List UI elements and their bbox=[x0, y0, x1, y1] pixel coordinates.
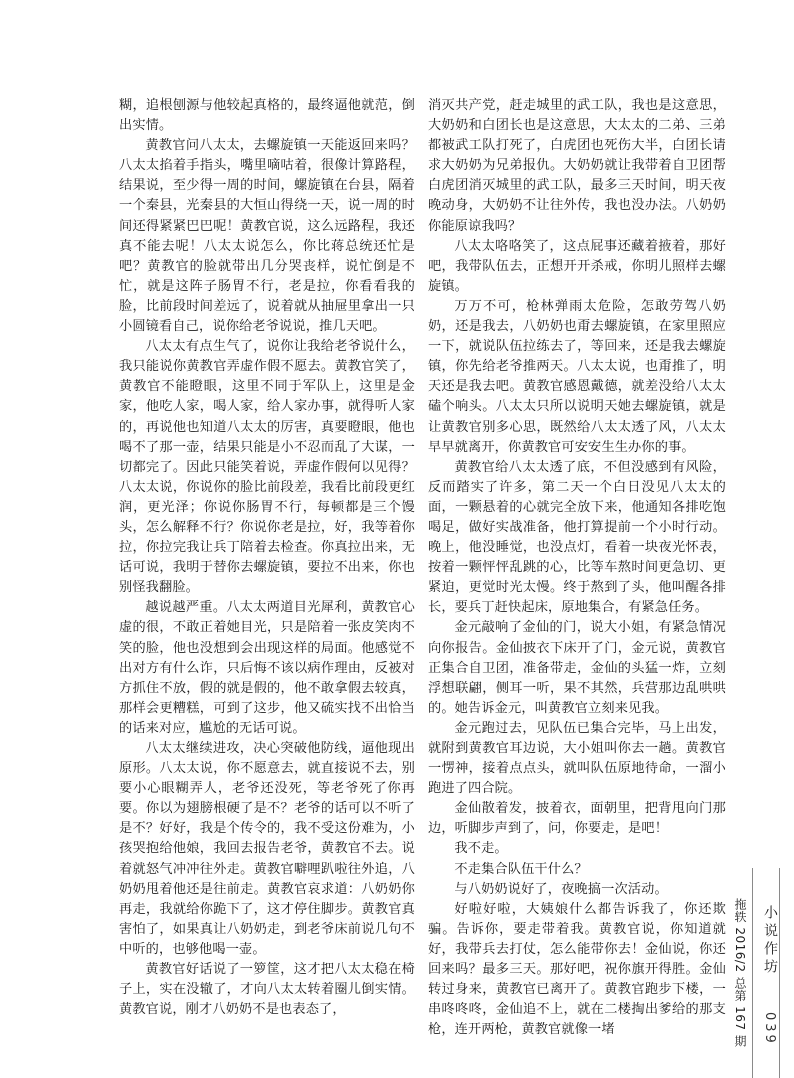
right-text-column bbox=[428, 96, 726, 1040]
paragraph: 万万不可，枪林弹雨太危险，怎敢劳驾八奶奶，还是我去，八奶奶也甭去螺旋镇，在家里照应一下，就说队伍拉练去了，等回来，还是我去螺旋镇，你先给老爷推两天。八太太说，也甭推了，明天还是我去吧。黄教官感恩戴德，就差没给八太太磕个响头。八太太只所以说明天她去螺旋镇，就是让黄教官别多心思，既然给八太太透了风，八太太早早就离开，你黄教官可安安生生办你的事。 bbox=[428, 298, 726, 455]
left-text-column bbox=[119, 96, 415, 1020]
paragraph: 八太太咯咯笑了，这点屁事还藏着掖着，那好吧，我带队伍去，正想开开杀戒，你明儿照样去螺旋镇。 bbox=[428, 238, 726, 294]
paragraph: 黄教官问八太太，去螺旋镇一天能返回来吗？八太太掐着手指头，嘴里嘀咕着，很像计算路程，结果说，至少得一周的时间，螺旋镇在台县，隔着一个秦县，光秦县的大恒山得绕一天，说一周的时间还得紧紧巴巴呢！黄教官说，这么远路程，我还真不能去呢！八太太说怎么，你比蒋总统还忙是吧？黄教官的脸就带出几分哭丧样，说忙倒是不忙，就是这阵子肠胃不行，老是拉，你看看我的脸，比前段时间差远了，说着就从抽屉里拿出一只小圆镜看自己，说你给老爷说说，推几天吧。 bbox=[119, 138, 415, 335]
paragraph: 消灭共产党，赶走城里的武工队，我也是这意思，大奶奶和白团长也是这意思，大太太的二弟、三弟都被武工队打死了，白虎团也死伤大半，白团长请求大奶奶为兄弟报仇。大奶奶就让我带着自卫团帮白虎团消灭城里的武工队，最多三天时间，明天夜晚动身，大奶奶不让往外传，我也没办法。八奶奶你能原谅我吗？ bbox=[428, 98, 726, 234]
paragraph: 黄教官给八太太透了底，不但没感到有风险，反而踏实了许多，第二天一个白日没见八太太的面，一颗悬着的心就完全放下来，他通知各排吃饱喝足，做好实战准备，他打算提前一个小时行动。晚上，他没睡觉，也没点灯，看着一块夜光怀表，按着一颗怦怦乱跳的心，比等车熬时间更急切、更紧迫，更觉时光太慢。终于熬到了头，他叫醒各排长，要兵丁赶快起床，原地集合，有紧急任务。 bbox=[428, 459, 726, 616]
paragraph: 糊，追根刨源与他较起真格的，最终逼他就范，倒出实情。 bbox=[119, 98, 415, 134]
journal-issue-info: 拖轶 2016/2 总第 167 期 bbox=[733, 898, 747, 1048]
paragraph: 黄教官好话说了一箩筐，这才把八太太稳在椅子上，实在没辙了，才向八太太转着圈儿倒实情。黄教官说，刚才八奶奶不是也表态了， bbox=[119, 962, 415, 1018]
paragraph: 越说越严重。八太太两道目光犀利，黄教官心虚的很，不敢正着她目光，只是陪着一张皮笑肉不笑的脸，他也没想到会出现这样的局面。他感觉不出对方有什么诈，只后悔不该以病作理由，反被对方抓住不放，假的就是假的，他不敢拿假去较真，那样会更糟糕，可到了这步，他又硫实找不出恰当的话来对应，尴尬的无话可说。 bbox=[119, 600, 415, 736]
paragraph: 八太太继续进攻，决心突破他防线，逼他现出原形。八太太说，你不愿意去，就直接说不去，别要小心眼糊弄人，老爷还没死，等老爷死了你再要。你以为翅膀根硬了是不？老爷的话可以不听了是不？好好，我是个传令的，我不受这份难为，小孩哭抱给他娘，我回去报告老爷，黄教官不去。说着就怒气冲冲往外走。黄教官噼哩趴啦往外追，八奶奶甩着他还是往前走。黄教官哀求道：八奶奶你再走，我就给你跪下了，这才停住脚步。黄教官真害怕了，如果真让八奶奶走，到老爷床前说几句不中听的，也够他喝一壶。 bbox=[119, 741, 415, 957]
column-name: 小说作坊 bbox=[762, 905, 778, 977]
paragraph: 金元跑过去，见队伍已集合完毕，马上出发，就附到黄教官耳边说，大小姐叫你去一趟。黄教官一愣神，接着点点头，就叫队伍原地待命，一溜小跑进了四合院。 bbox=[428, 720, 726, 797]
sidebar-divider-line bbox=[752, 868, 753, 1078]
paragraph: 金仙散着发，披着衣，面朝里，把背甩向门那边，听脚步声到了，问，你要走，是吧！ bbox=[428, 801, 726, 837]
page-number: 039 bbox=[762, 1012, 777, 1046]
paragraph: 不走集合队伍干什么？ bbox=[454, 861, 588, 877]
paragraph: 金元敲响了金仙的门，说大小姐，有紧急情况向你报告。金仙披衣下床开了门，金元说，黄教官正集合自卫团，准备带走，金仙的头猛一炸，立刻浮想联翩，侧耳一听，果不其然，兵营那边乱哄哄的。她告诉金元，叫黄教官立刻来见我。 bbox=[428, 620, 726, 716]
paragraph: 好啦好啦，大姨娘什么都告诉我了，你还欺骗。告诉你，要走带着我。黄教官说，你知道就好，我带兵去打仗，怎么能带你去！金仙说，你还回来吗？最多三天。那好吧，祝你旗开得胜。金仙转过身来，黄教官已离开了。黄教官跑步下楼，一串咚咚咚，金仙追不上，就在二楼掏出爹给的那支枪，连开两枪，黄教官就像一堵 bbox=[428, 901, 726, 1038]
paragraph: 我不走。 bbox=[454, 841, 508, 857]
paragraph: 八太太有点生气了，说你让我给老爷说什么，我只能说你黄教官弄虚作假不愿去。黄教官笑了，黄教官不能瞪眼，这里不同于军队上，这里是金家，他吃人家，喝人家，给人家办事，就得听人家的，再说他也知道八太太的厉害，真要瞪眼，他也喝不了那一壶，结果只能是小不忍而乱了大谋，一切都完了。因此只能笑着说，弄虚作假何以见得？八太太说，你说你的脸比前段差，我看比前段更红润，更光泽；你说你肠胃不行，每顿都是三个馒头，怎么解释不行？你说你老是拉，好，我等着你拉，你拉完我让兵丁陪着去检查。你真拉出来，无话可说，我明于替你去螺旋镇，要拉不出来，你也别怪我翻脸。 bbox=[119, 339, 415, 596]
paragraph: 与八奶奶说好了，夜晚搞一次活动。 bbox=[454, 881, 668, 897]
